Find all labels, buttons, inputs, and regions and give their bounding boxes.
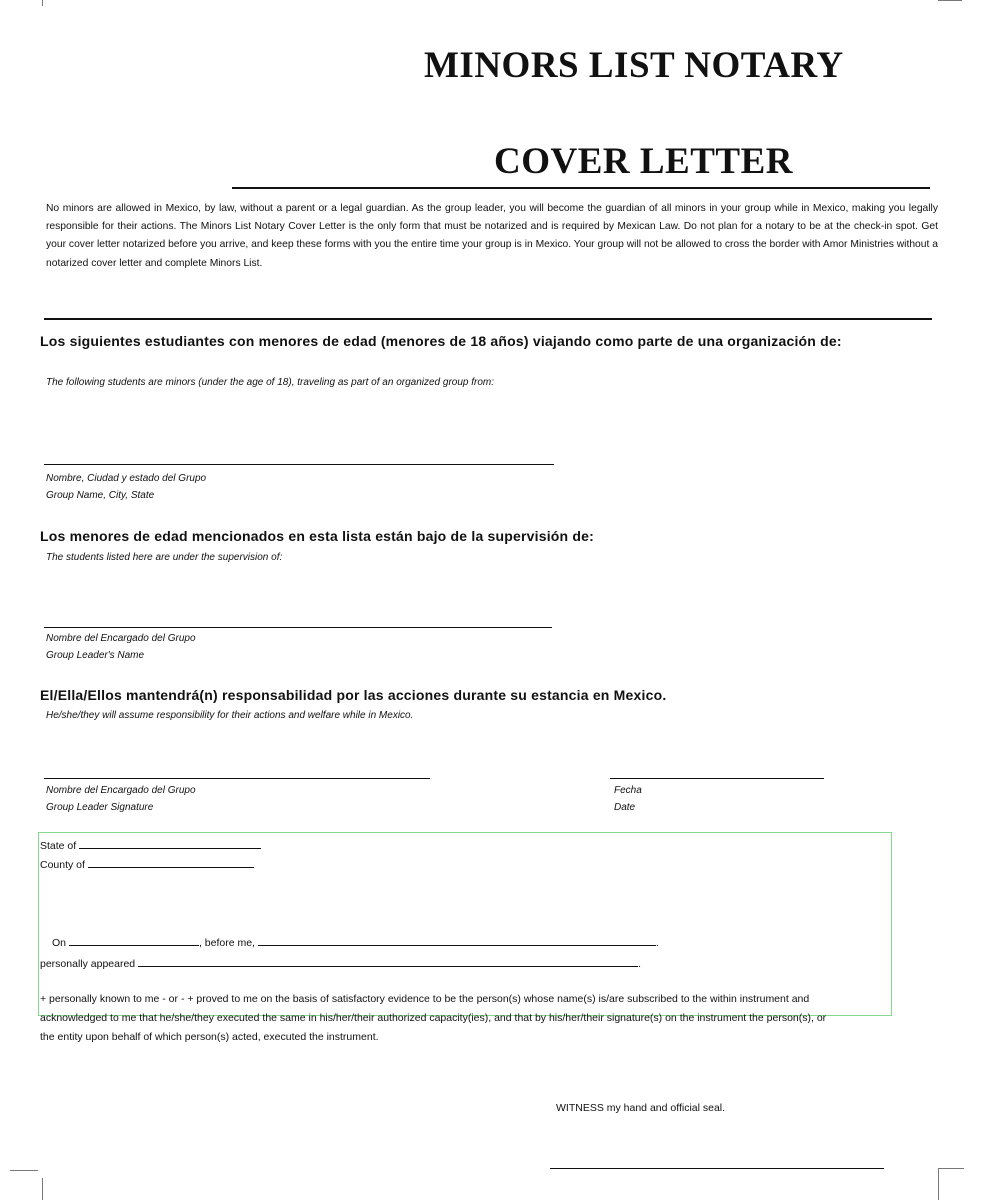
section1-spanish-heading: Los siguientes estudiantes con menores de edad (menores de 18 años) viajando como parte de una organización de:: [40, 333, 842, 349]
signature-caption-en: Group Leader Signature: [46, 802, 154, 813]
crop-mark-bottom-left-v: [42, 1178, 43, 1200]
group-leader-name-caption-es: Nombre del Encargado del Grupo: [46, 633, 196, 644]
section2-english-subheading: The students listed here are under the supervision of:: [46, 552, 283, 563]
notary-certificate-text: + personally known to me - or - + proved to me on the basis of satisfactory evidence to be the person(s) whose name(s) is/are subscribed to the within instrument and acknowledged to me that he/she/they executed the same in his/her/their authorized capacity(ies), and that by his/her/their signature(s) on the instrument the person(s), or the entity upon behalf of which person(s) acted, executed the instrument.: [40, 993, 827, 1043]
group-leader-name-line[interactable]: [44, 627, 552, 628]
county-blank[interactable]: [88, 857, 254, 868]
date-caption-en: Date: [614, 802, 636, 813]
group-name-caption-en: Group Name, City, State: [46, 490, 155, 501]
document-title-line1: MINORS LIST NOTARY: [424, 45, 844, 86]
crop-mark-bottom-right-h: [938, 1168, 964, 1169]
group-leader-name-caption: [46, 630, 196, 664]
signature-caption-es: Nombre del Encargado del Grupo: [46, 785, 196, 796]
on-date-field: On , before me, .: [52, 937, 659, 949]
notary-name-blank[interactable]: [258, 935, 656, 946]
crop-mark-top-right: [938, 0, 962, 1]
section3-english-subheading: He/she/they will assume responsibility for their actions and welfare while in Mexico.: [46, 710, 414, 721]
group-leader-signature-line[interactable]: [44, 778, 430, 779]
witness-statement: WITNESS my hand and official seal.: [556, 1102, 726, 1114]
document-title-line2: COVER LETTER: [494, 141, 793, 182]
group-name-line[interactable]: [44, 464, 554, 465]
appeared-blank[interactable]: [138, 956, 638, 967]
title-underline: [232, 187, 930, 189]
on-label: On: [52, 937, 67, 949]
state-label: State of: [40, 840, 77, 852]
appeared-label: personally appeared: [40, 958, 136, 970]
state-blank[interactable]: [79, 838, 261, 849]
intro-paragraph: No minors are allowed in Mexico, by law, without a parent or a legal guardian. As the group leader, you will become the guardian of all minors in your group while in Mexico, making you legally responsible for their actions. The Minors List Notary Cover Letter is the only form that must be notarized and is required by Mexican Law. Do not plan for a notary to be at the check-in spot. Get your cover letter notarized before you arrive, and keep these forms with you the entire time your group is in Mexico. Your group will not be allowed to cross the border with Amor Ministries without a notarized cover letter and complete Minors List.: [46, 203, 938, 269]
date-line[interactable]: [610, 778, 824, 779]
county-field: [40, 857, 254, 871]
signature-caption: [46, 782, 196, 816]
group-name-caption: [46, 470, 206, 504]
date-caption-es: Fecha: [614, 785, 642, 796]
group-name-caption-es: Nombre, Ciudad y estado del Grupo: [46, 473, 207, 484]
section2-spanish-heading: Los menores de edad mencionados en esta lista están bajo de la supervisión de:: [40, 528, 594, 544]
before-me-label: , before me,: [198, 937, 255, 949]
crop-mark-bottom-left-h: [10, 1170, 38, 1171]
appeared-field: personally appeared .: [40, 958, 641, 970]
section3-spanish-heading: El/Ella/Ellos mantendrá(n) responsabilidad por las acciones durante su estancia en Mexico.: [40, 687, 667, 703]
intro-underline: [44, 318, 932, 320]
section1-english-subheading: The following students are minors (under the age of 18), traveling as part of an organized group from:: [46, 377, 495, 388]
crop-mark-bottom-right-v: [938, 1168, 939, 1200]
crop-mark-top-left: [42, 0, 43, 6]
on-date-blank[interactable]: [69, 935, 199, 946]
notary-signature-line[interactable]: [550, 1168, 884, 1169]
group-leader-name-caption-en: Group Leader's Name: [46, 650, 145, 661]
date-caption: [614, 782, 642, 816]
county-label: County of: [40, 859, 85, 871]
state-field: [40, 838, 261, 852]
